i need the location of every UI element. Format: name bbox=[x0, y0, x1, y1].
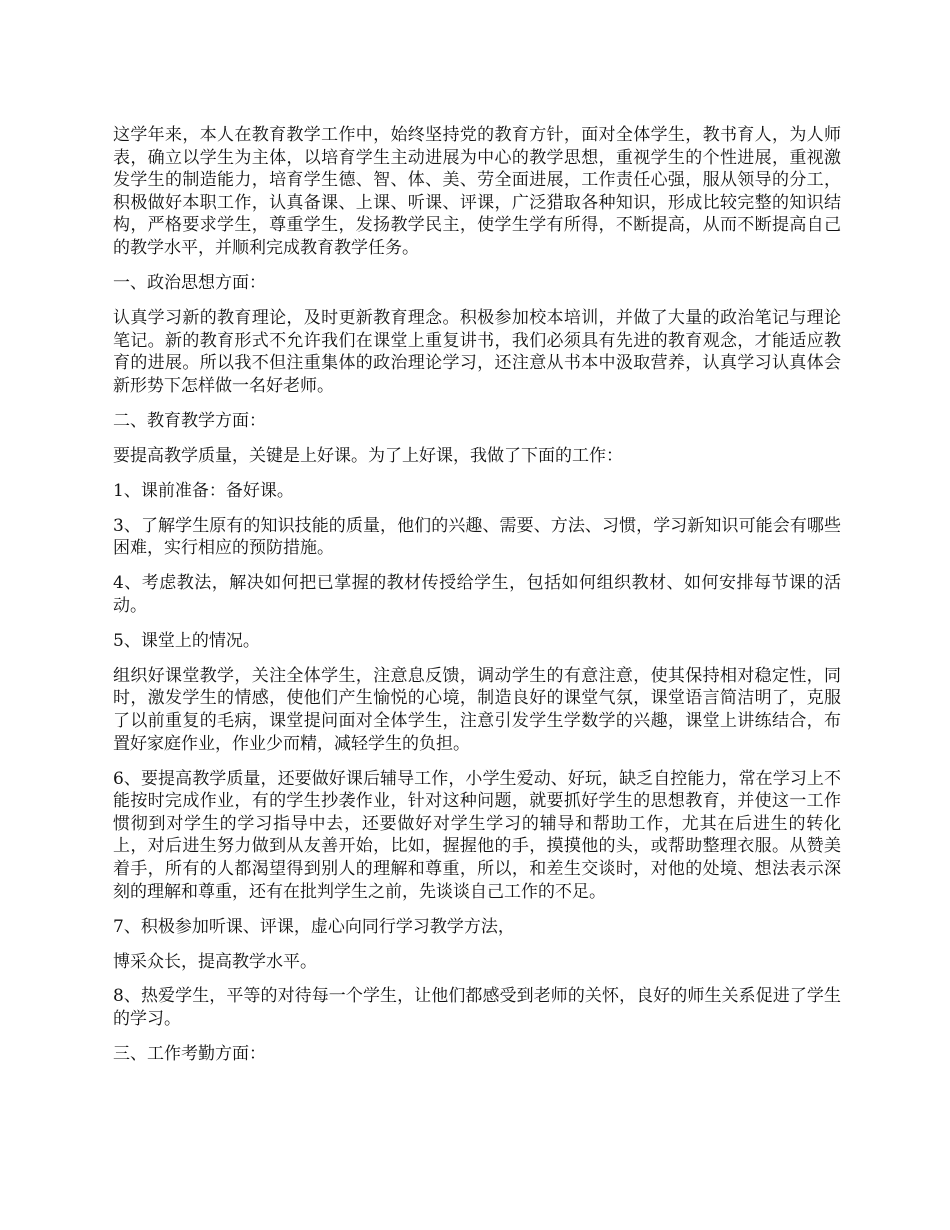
section-heading-teaching: 二、教育教学方面： bbox=[113, 410, 266, 431]
intro-paragraph: 这学年来，本人在教育教学工作中，始终坚持党的教育方针，面对全体学生，教书育人，为人师表，确立以学生为主体，以培育学生主动进展为中心的教学思想，重视学生的个性进展，重视激发学生的制造能力，培育学生德、智、体、美、劳全面进展，工作责任心强，服从领导的分工，积极做好本职工作，认真备课、上课、听课、评课，广泛猎取各种知识，形成比较完整的知识结构，严格要求学生，尊重学生，发扬教学民主，使学生学有所得，不断提高，从而不断提高自己的教学水平，并顺利完成教育教学任务。 bbox=[113, 125, 841, 258]
list-item-5: 5、课堂上的情况。 bbox=[113, 630, 260, 651]
document-body bbox=[113, 124, 841, 1078]
list-item-7: 7、积极参加听课、评课，虚心向同行学习教学方法， bbox=[113, 916, 515, 937]
section-heading-attendance: 三、工作考勤方面： bbox=[113, 1044, 266, 1065]
section-heading-political: 一、政治思想方面： bbox=[113, 272, 266, 293]
list-item-8: 8、热爱学生，平等的对待每一个学生，让他们都感受到老师的关怀，良好的师生关系促进了学生的学习。 bbox=[113, 986, 841, 1030]
teaching-intro-paragraph: 要提高教学质量，关键是上好课。为了上好课，我做了下面的工作： bbox=[113, 445, 623, 466]
list-item-1: 1、课前准备：备好课。 bbox=[113, 480, 294, 501]
list-item-4: 4、考虑教法，解决如何把已掌握的教材传授给学生，包括如何组织教材、如何安排每节课的活动。 bbox=[113, 573, 841, 616]
list-item-3: 3、了解学生原有的知识技能的质量，他们的兴趣、需要、方法、习惯，学习新知识可能会有哪些困难，实行相应的预防措施。 bbox=[113, 515, 841, 559]
list-item-7-continued: 博采众长，提高教学水平。 bbox=[113, 951, 317, 972]
classroom-paragraph: 组织好课堂教学，关注全体学生，注意息反馈，调动学生的有意注意，使其保持相对稳定性，同时，激发学生的情感，使他们产生愉悦的心境，制造良好的课堂气氛，课堂语言简洁明了，克服了以前重复的毛病，课堂提问面对全体学生，注意引发学生学数学的兴趣，课堂上讲练结合，布置好家庭作业，作业少而精，减轻学生的负担。 bbox=[113, 665, 841, 754]
list-item-6: 6、要提高教学质量，还要做好课后辅导工作，小学生爱动、好玩，缺乏自控能力，常在学习上不能按时完成作业，有的学生抄袭作业，针对这种问题，就要抓好学生的思想教育，并使这一工作惯彻到对学生的学习指导中去，还要做好对学生学习的辅导和帮助工作，尤其在后进生的转化上，对后进生努力做到从友善开始，比如，握握他的手，摸摸他的头，或帮助整理衣服。从赞美着手，所有的人都渴望得到别人的理解和尊重，所以，和差生交谈时，对他的处境、想法表示深刻的理解和尊重，还有在批判学生之前，先谈谈自己工作的不足。 bbox=[113, 768, 841, 902]
political-paragraph: 认真学习新的教育理论，及时更新教育理念。积极参加校本培训，并做了大量的政治笔记与理论笔记。新的教育形式不允许我们在课堂上重复讲书，我们必须具有先进的教育观念，才能适应教育的进展。所以我不但注重集体的政治理论学习，还注意从书本中汲取营养，认真学习认真体会新形势下怎样做一名好老师。 bbox=[113, 307, 841, 396]
